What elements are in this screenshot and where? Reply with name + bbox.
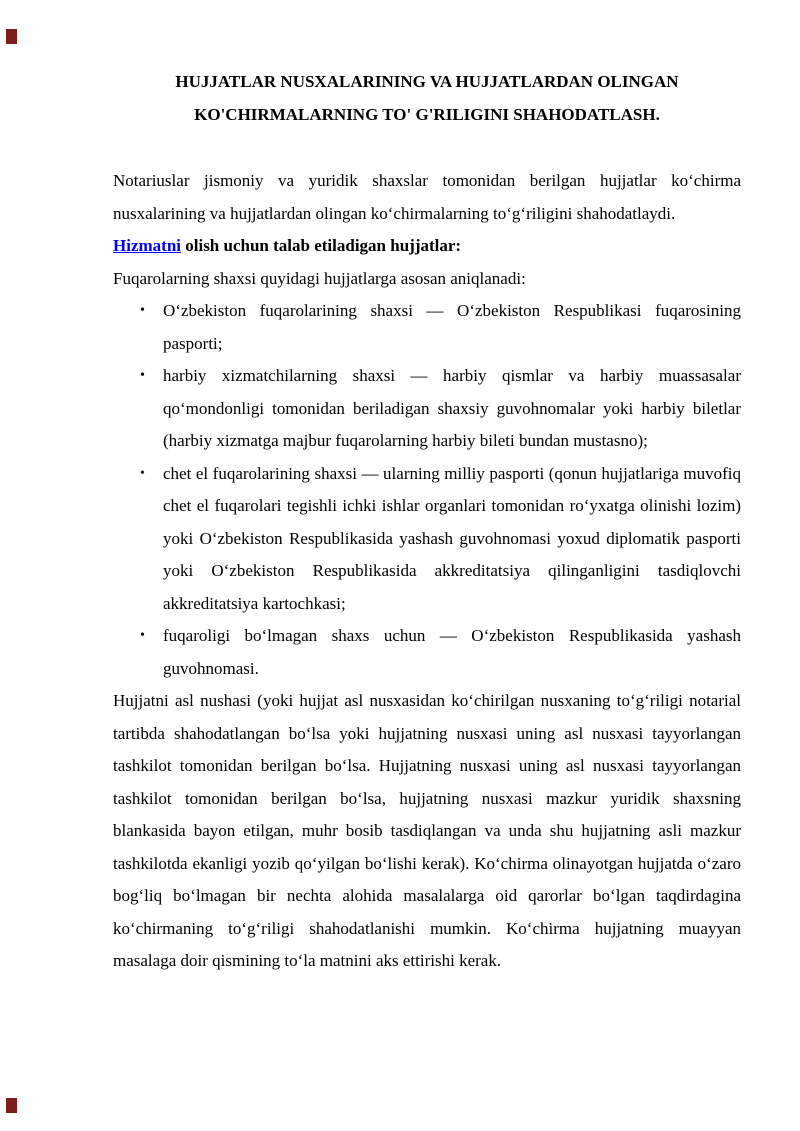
bullet-icon: •	[140, 465, 145, 481]
list-item	[113, 620, 741, 685]
document-title: HUJJATLAR NUSXALARINING VA HUJJATLARDAN OLINGAN KO'CHIRMALARNING TO' G'RILIGINI SHAHODATLASH.	[175, 72, 679, 124]
list-item	[113, 360, 741, 458]
red-corner-marker-bottom	[6, 1098, 17, 1113]
closing-paragraph: Hujjatni asl nushasi (yoki hujjat asl nusxasidan ko‘chirilgan nusxaning to‘g‘riligi notarial tartibda shahodatlangan bo‘lsa yoki hujjatning nusxasi uning asl nusxasi tayyorlangan tashkilot tomonidan berilgan bo‘lsa. Hujjatning nusxasi uning asl nusxasi tayyorlangan tashkilot tomonidan berilgan bo‘lsa, hujjatning nusxasi mazkur yuridik shaxsning blankasida bayon etilgan, muhr bosib tasdiqlangan va unda shu hujjatning asli mazkur tashkilotda ekanligi yozib qo‘yilgan bo‘lishi kerak). Ko‘chirma olinayotgan hujjatda o‘zaro bog‘liq bo‘lmagan bir nechta alohida masalalarga oid qarorlar bo‘lgan taqdirdagina ko‘chirmaning to‘g‘riligi shahodatlanishi mumkin. Ko‘chirma hujjatning muayyan masalaga doir qismining to‘la matnini aks ettirishi kerak.	[113, 691, 741, 970]
list-item-text: harbiy xizmatchilarning shaxsi — harbiy qismlar va harbiy muassasalar qo‘mondonligi tomonidan beriladigan shaxsiy guvohnomalar yoki harbiy biletlar (harbiy xizmatga majbur fuqarolarning harbiy bileti bundan mustasno);	[163, 366, 741, 450]
red-corner-marker-top	[6, 29, 17, 44]
list-item-text: fuqaroligi bo‘lmagan shaxs uchun — O‘zbekiston Respublikasida yashash guvohnomasi.	[163, 626, 741, 678]
bullet-icon: •	[140, 303, 145, 318]
bullet-icon: •	[140, 368, 145, 383]
identity-documents-list	[113, 295, 741, 685]
list-item-text: chet el fuqarolarining shaxsi — ularning milliy pasporti (qonun hujjatlariga muvofiq chet el fuqarolari tegishli ichki ishlar organlari tomonidan ro‘yxatga olinishi lozim) yoki O‘zbekiston Respublikasida yashash guvohnomasi yoxud diplomatik pasporti yoki O‘zbekiston Respublikasida akkreditatsiya qilinganligini tasdiqlovchi akkreditatsiya kartochkasi;	[163, 463, 741, 613]
list-item	[113, 295, 741, 360]
required-documents-heading	[113, 230, 741, 263]
list-item-text: O‘zbekiston fuqarolarining shaxsi — O‘zbekiston Respublikasi fuqarosining pasporti;	[163, 301, 741, 353]
identity-basis-line: Fuqarolarning shaxsi quyidagi hujjatlarga asosan aniqlanadi:	[113, 268, 526, 288]
required-documents-heading-text: olish uchun talab etiladigan hujjatlar:	[181, 236, 462, 255]
list-item	[113, 458, 741, 621]
hizmatni-link[interactable]: Hizmatni	[113, 236, 181, 255]
bullet-icon: •	[140, 628, 145, 643]
intro-paragraph: Notariuslar jismoniy va yuridik shaxslar tomonidan berilgan hujjatlar ko‘chirma nusxalarining va hujjatlardan olingan ko‘chirmalarning to‘g‘riligini shahodatlaydi.	[113, 171, 741, 223]
